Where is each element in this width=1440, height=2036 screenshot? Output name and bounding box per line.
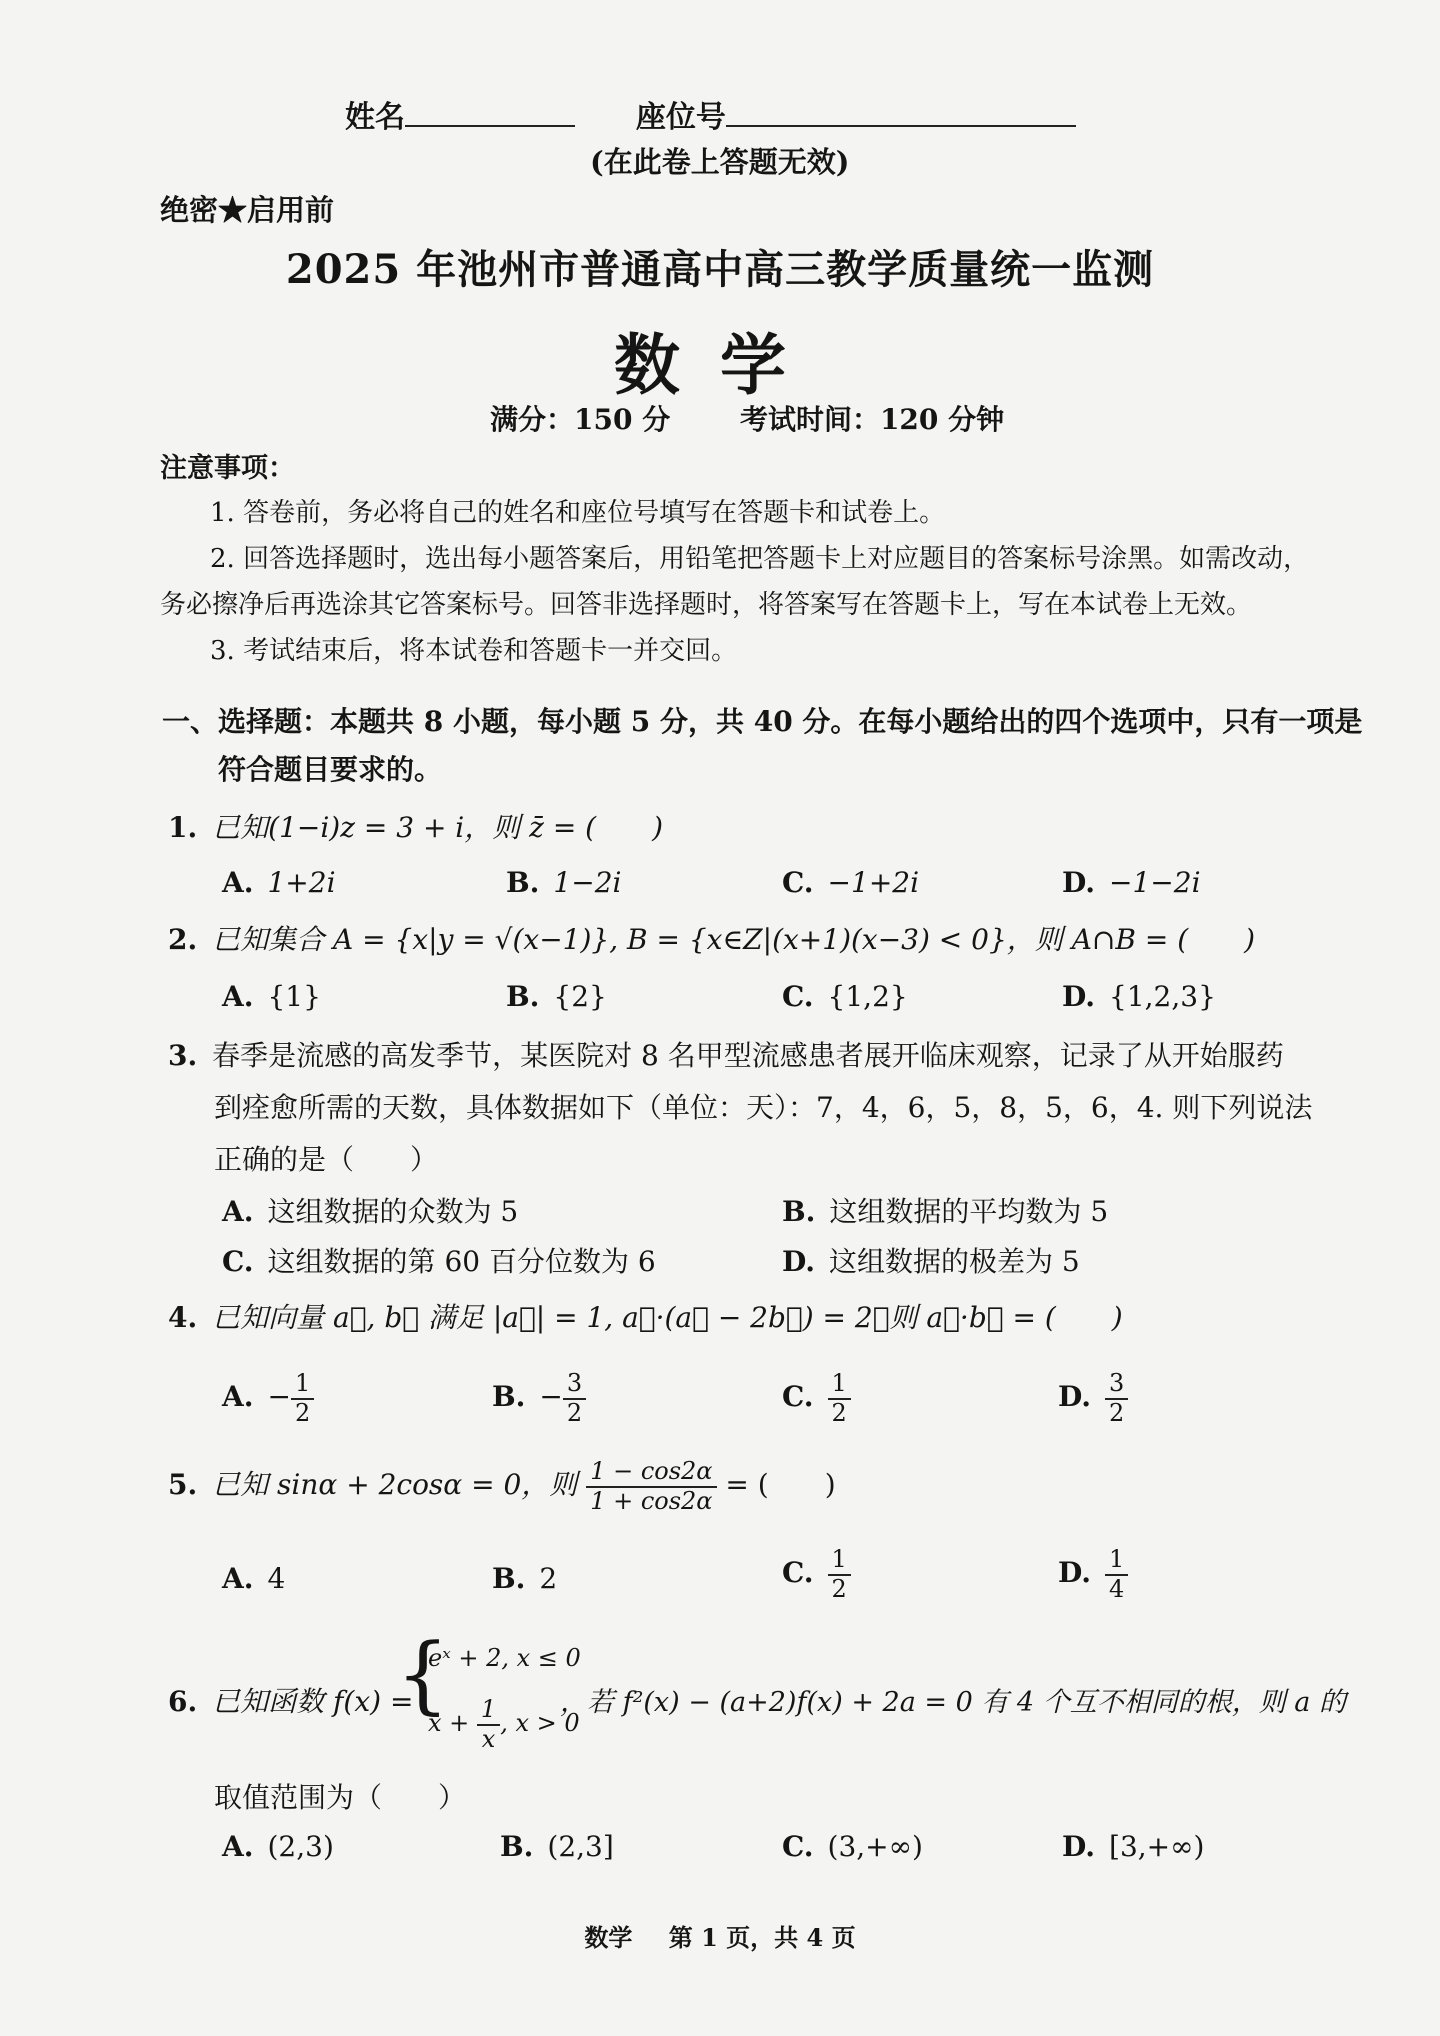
q5-option-d[interactable] xyxy=(1058,1546,1128,1603)
option-fraction xyxy=(563,1370,586,1427)
q5-stem-a: 已知 sinα + 2cosα = 0，则 xyxy=(212,1468,578,1502)
q3-option-a[interactable] xyxy=(222,1190,518,1230)
q6-line-2: 取值范围为（ ） xyxy=(214,1781,467,1814)
q2-option-b[interactable] xyxy=(506,980,607,1013)
option-text: (2,3] xyxy=(547,1830,614,1863)
q5-option-c[interactable] xyxy=(782,1546,851,1603)
q2-option-a[interactable] xyxy=(222,980,321,1013)
full-score: 满分：150 分 xyxy=(490,403,671,436)
q3-line-2: 到痊愈所需的天数，具体数据如下（单位：天）：7，4，6，5，8，5，6，4. 则下列说法 xyxy=(214,1091,1313,1124)
q4-number: 4. xyxy=(168,1301,198,1334)
option-fraction xyxy=(828,1370,851,1427)
q6-stem-b: ，若 f²(x) − (a+2)f(x) + 2a = 0 有 4 个互不相同的根，则 a 的 xyxy=(560,1687,1346,1718)
fraction-numerator: 3 xyxy=(1105,1370,1128,1400)
q1-option-c[interactable] xyxy=(782,866,919,899)
fraction-numerator: 1 xyxy=(477,1696,500,1726)
option-letter: D. xyxy=(1058,1380,1092,1414)
q4-option-c[interactable] xyxy=(782,1370,851,1427)
option-text: {2} xyxy=(553,980,607,1013)
option-letter: A. xyxy=(222,866,254,899)
option-text: −1+2i xyxy=(827,866,920,899)
q6-option-d[interactable] xyxy=(1062,1830,1204,1863)
option-letter: D. xyxy=(782,1245,816,1278)
notice-item-3: 3. 考试结束后，将本试卷和答题卡一并交回。 xyxy=(210,636,738,666)
option-fraction xyxy=(1105,1546,1128,1603)
option-letter: C. xyxy=(782,866,814,899)
fraction-denominator: 2 xyxy=(294,1398,311,1427)
option-letter: C. xyxy=(222,1245,254,1278)
q2-number: 2. xyxy=(168,923,198,956)
option-letter: D. xyxy=(1058,1556,1092,1590)
option-text: {1,2,3} xyxy=(1109,980,1216,1013)
score-time-line xyxy=(490,398,1064,438)
q3-number: 3. xyxy=(168,1039,198,1072)
option-letter: A. xyxy=(222,1830,254,1863)
piecewise-case-2 xyxy=(428,1696,580,1753)
q5-fraction xyxy=(586,1458,716,1515)
option-fraction xyxy=(1105,1370,1128,1427)
piecewise-brace: { xyxy=(396,1625,450,1723)
q3-option-b[interactable] xyxy=(782,1190,1108,1230)
subject-title: 数学 xyxy=(614,326,826,404)
case-2-prefix: x + xyxy=(428,1709,470,1738)
seat-blank xyxy=(726,101,1076,127)
option-letter: B. xyxy=(500,1830,534,1863)
option-letter: C. xyxy=(782,980,814,1013)
q4-stem: 已知向量 a⃗, b⃗ 满足 |a⃗| = 1, a⃗·(a⃗ − 2b⃗) = 2，则 a⃗·b⃗ = ( ) xyxy=(212,1301,1123,1334)
fraction-denominator: 2 xyxy=(831,1398,847,1427)
fraction-numerator: 1 xyxy=(828,1370,851,1400)
option-text: 这组数据的第 60 百分位数为 6 xyxy=(267,1245,656,1278)
q5-number: 5. xyxy=(168,1468,198,1502)
q6-option-c[interactable] xyxy=(782,1830,923,1863)
option-text: 这组数据的极差为 5 xyxy=(829,1245,1080,1278)
fraction-numerator: 1 xyxy=(828,1546,851,1576)
q3-line-1: 春季是流感的高发季节，某医院对 8 名甲型流感患者展开临床观察，记录了从开始服药 xyxy=(212,1039,1284,1072)
option-letter: C. xyxy=(782,1380,814,1414)
q3-line-3: 正确的是（ ） xyxy=(214,1143,439,1176)
option-text: (2,3) xyxy=(267,1830,334,1863)
q3-option-c[interactable] xyxy=(222,1240,656,1280)
case-2-suffix: , x > 0 xyxy=(500,1709,580,1738)
question-3 xyxy=(168,1034,1284,1074)
option-letter: D. xyxy=(1062,1830,1096,1863)
q1-option-d[interactable] xyxy=(1062,866,1201,899)
option-text: {1,2} xyxy=(827,980,908,1013)
fraction-denominator: x xyxy=(481,1724,496,1753)
q6-option-b[interactable] xyxy=(500,1830,614,1863)
q2-option-c[interactable] xyxy=(782,980,908,1013)
q2-stem: 已知集合 A = {x|y = √(x−1)}, B = {x∈Z|(x+1)(x−3) < 0}，则 A∩B = ( ) xyxy=(212,923,1256,956)
q1-option-b[interactable] xyxy=(506,866,621,899)
fraction-numerator: 1 − cos2α xyxy=(586,1458,716,1488)
fraction-denominator: 2 xyxy=(1109,1398,1125,1427)
q2-option-d[interactable] xyxy=(1062,980,1216,1013)
option-fraction xyxy=(828,1546,851,1603)
notice-item-2: 2. 回答选择题时，选出每小题答案后，用铅笔把答题卡上对应题目的答案标号涂黑。如需改动， xyxy=(210,544,1310,574)
option-letter: D. xyxy=(1062,866,1096,899)
option-letter: C. xyxy=(782,1556,814,1590)
option-text: {1} xyxy=(267,980,321,1013)
fraction-numerator: 1 xyxy=(1105,1546,1128,1576)
q1-number: 1. xyxy=(168,811,198,844)
option-letter: B. xyxy=(506,980,540,1013)
q6-stem-a: 已知函数 f(x) = xyxy=(212,1685,414,1718)
option-text: −1−2i xyxy=(1109,866,1201,899)
exam-title: 2025 年池州市普通高中高三教学质量统一监测 xyxy=(285,246,1155,293)
option-text: 这组数据的众数为 5 xyxy=(267,1195,519,1228)
question-1 xyxy=(168,806,663,846)
seat-label: 座位号 xyxy=(635,100,726,135)
footer-page-number: 第 1 页，共 4 页 xyxy=(668,1923,856,1952)
secret-label: 绝密★启用前 xyxy=(160,193,335,227)
option-text: [3,+∞) xyxy=(1109,1830,1205,1863)
notice-heading: 注意事项： xyxy=(160,453,295,484)
fraction-denominator: 2 xyxy=(831,1574,847,1603)
notice-item-1: 1. 答卷前，务必将自己的姓名和座位号填写在答题卡和试卷上。 xyxy=(210,498,946,528)
section-heading-cont: 符合题目要求的。 xyxy=(218,753,443,786)
case-2-fraction xyxy=(477,1696,500,1753)
exam-time: 考试时间：120 分钟 xyxy=(739,403,1005,436)
option-text: 2 xyxy=(539,1562,558,1595)
fraction-denominator: 4 xyxy=(1109,1574,1125,1603)
fraction-denominator: 2 xyxy=(566,1398,583,1427)
option-letter: B. xyxy=(492,1380,526,1414)
option-sign: − xyxy=(539,1380,563,1414)
q6-number: 6. xyxy=(168,1685,198,1718)
option-letter: A. xyxy=(222,1562,254,1595)
option-letter: C. xyxy=(782,1830,814,1863)
q1-option-a[interactable] xyxy=(222,866,336,899)
question-2 xyxy=(168,918,1255,958)
question-4 xyxy=(168,1296,1123,1336)
option-letter: D. xyxy=(1062,980,1096,1013)
option-text: 这组数据的平均数为 5 xyxy=(829,1195,1109,1228)
option-letter: A. xyxy=(222,1380,254,1414)
option-text: 1+2i xyxy=(267,866,336,899)
q3-option-d[interactable] xyxy=(782,1240,1080,1280)
name-label: 姓名 xyxy=(345,100,405,135)
q5-option-b[interactable] xyxy=(492,1562,557,1595)
option-letter: A. xyxy=(222,980,254,1013)
section-heading: 一、选择题：本题共 8 小题，每小题 5 分，共 40 分。在每小题给出的四个选项中，只有一项是 xyxy=(162,705,1363,738)
piecewise-case-1: eˣ + 2, x ≤ 0 xyxy=(428,1644,581,1672)
question-6 xyxy=(168,1680,413,1720)
option-text: 4 xyxy=(267,1562,286,1595)
notice-item-2-cont: 务必擦净后再选涂其它答案标号。回答非选择题时，将答案写在答题卡上，写在本试卷上无效。 xyxy=(160,590,1253,620)
q6-option-a[interactable] xyxy=(222,1830,334,1863)
q4-option-b[interactable] xyxy=(492,1370,586,1427)
footer-subject: 数学 xyxy=(584,1923,633,1952)
q5-stem-b: = ( ) xyxy=(725,1468,836,1502)
option-letter: B. xyxy=(492,1562,526,1595)
invalid-note: (在此卷上答题无效) xyxy=(590,145,850,179)
option-text: 1−2i xyxy=(553,866,622,899)
page-footer xyxy=(0,1918,1440,1953)
option-text: (3,+∞) xyxy=(827,1830,923,1863)
q5-option-a[interactable] xyxy=(222,1562,285,1595)
q1-stem: 已知(1−i)z = 3 + i，则 z̄ = ( ) xyxy=(212,811,664,844)
option-letter: A. xyxy=(222,1195,254,1228)
option-fraction xyxy=(291,1370,314,1427)
option-letter: B. xyxy=(782,1195,816,1228)
option-sign: − xyxy=(267,1380,291,1414)
question-5 xyxy=(168,1458,836,1515)
fraction-numerator: 3 xyxy=(563,1370,586,1400)
option-letter: B. xyxy=(506,866,540,899)
q4-option-d[interactable] xyxy=(1058,1370,1128,1427)
candidate-info xyxy=(345,92,1076,136)
q4-option-a[interactable] xyxy=(222,1370,314,1427)
name-blank xyxy=(405,101,575,127)
fraction-denominator: 1 + cos2α xyxy=(590,1486,713,1515)
fraction-numerator: 1 xyxy=(291,1370,314,1400)
